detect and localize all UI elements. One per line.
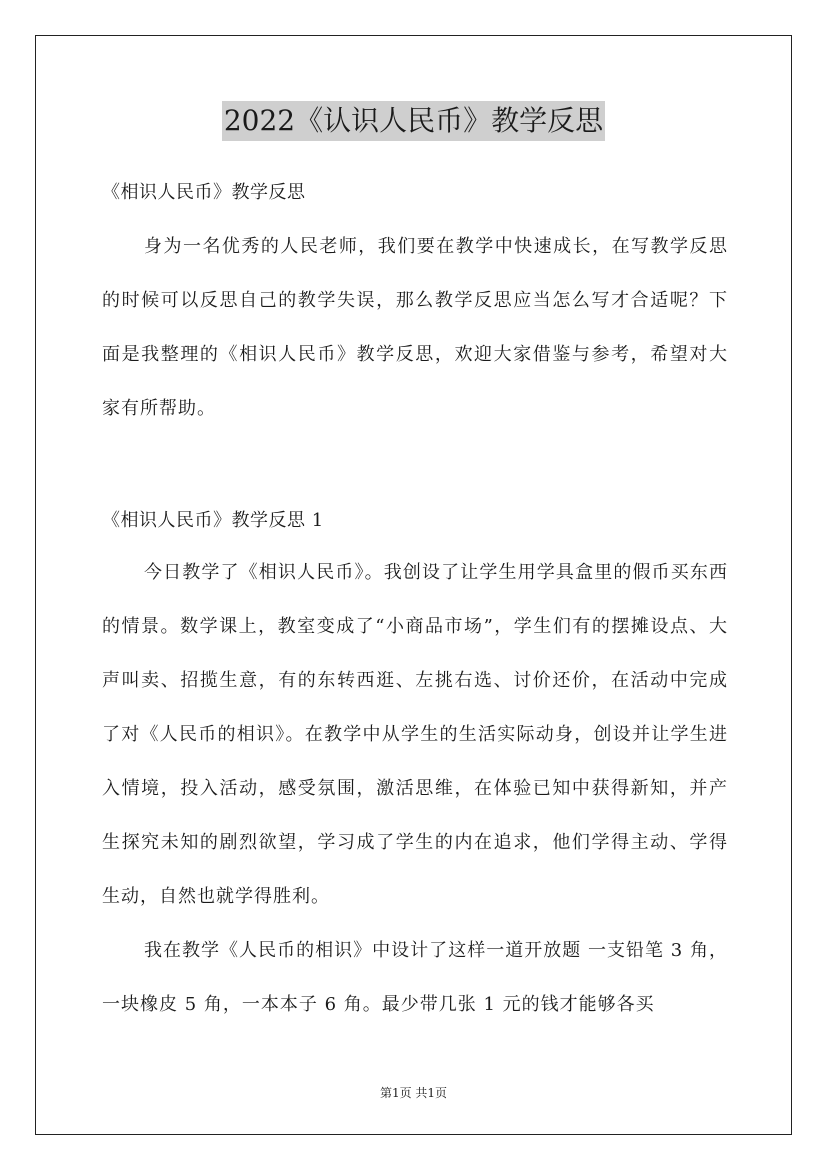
subtitle-heading: 《相识人民币》教学反思 xyxy=(102,182,306,203)
page-number-footer: 第1页 共1页 xyxy=(379,1086,448,1100)
title-container xyxy=(0,101,827,141)
intro-paragraph: 身为一名优秀的人民老师，我们要在教学中快速成长，在写教学反思的时候可以反思自己的教学失误，那么教学反思应当怎么写才合适呢？下面是我整理的《相识人民币》教学反思，欢迎大家借鉴与参考，希望对大家有所帮助。 xyxy=(102,236,728,419)
document-title: 2022《认识人民币》教学反思 xyxy=(222,101,605,141)
body-paragraph-1: 今日教学了《相识人民币》。我创设了让学生用学具盒里的假币买东西的情景。数学课上，教室变成了“小商品市场”，学生们有的摆摊设点、大声叫卖、招揽生意，有的东转西逛、左挑右选、讨价还价，在活动中完成了对《人民币的相识》。在教学中从学生的生活实际动身，创设并让学生进入情境，投入活动，感受氛围，激活思维，在体验已知中获得新知，并产生探究未知的剧烈欲望，学习成了学生的内在追求，他们学得主动、学得生动，自然也就学得胜利。 xyxy=(102,562,728,907)
body-paragraph-2: 我在教学《人民币的相识》中设计了这样一道开放题 一支铅笔 3 角，一块橡皮 5 角，一本本子 6 角。最少带几张 1 元的钱才能够各买 xyxy=(102,940,728,1015)
section-heading-1: 《相识人民币》教学反思 1 xyxy=(102,510,324,531)
